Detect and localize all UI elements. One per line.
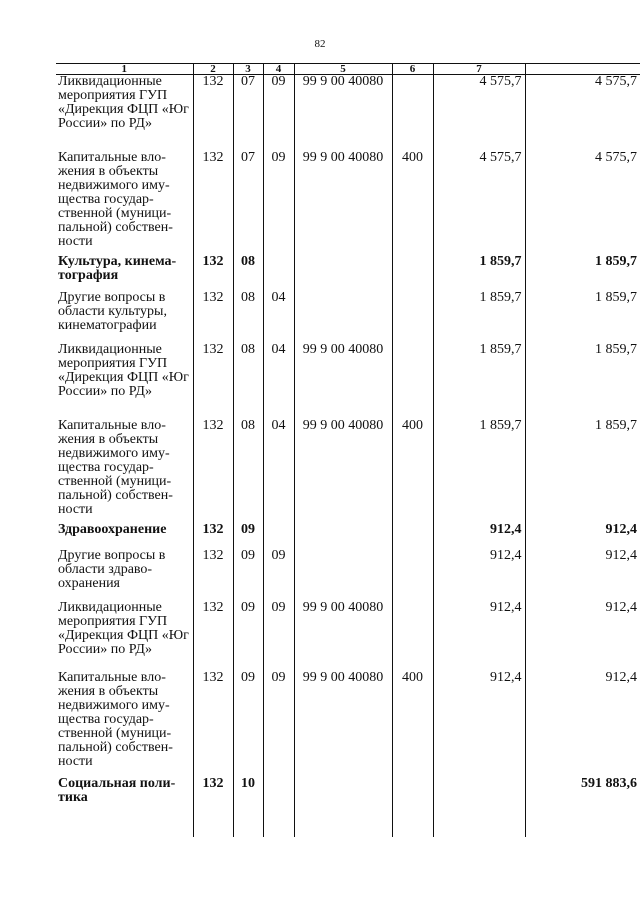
row-name: Ликвидационные мероприятия ГУП «Дирекция ФЦП «Юг России» по РД» bbox=[58, 341, 189, 399]
table-row bbox=[56, 549, 640, 601]
row-col-5: 99 9 00 40080 bbox=[294, 601, 392, 671]
row-col-5: 99 9 00 40080 bbox=[294, 75, 392, 151]
header-col-3: 3 bbox=[233, 64, 263, 75]
row-col-5: 99 9 00 40080 bbox=[294, 151, 392, 255]
row-name: Культура, кинема-тография bbox=[58, 253, 177, 283]
row-col-8: 912,4 bbox=[525, 601, 640, 671]
row-col-3: 09 bbox=[233, 523, 263, 549]
row-col-4 bbox=[263, 523, 294, 549]
header-col-6: 6 bbox=[392, 64, 433, 75]
table-row bbox=[56, 601, 640, 671]
row-col-3: 09 bbox=[233, 601, 263, 671]
row-col-7: 912,4 bbox=[433, 601, 525, 671]
row-col-5: 99 9 00 40080 bbox=[294, 343, 392, 419]
row-col-3: 08 bbox=[233, 291, 263, 343]
row-col-8: 1 859,7 bbox=[525, 291, 640, 343]
row-col-8: 4 575,7 bbox=[525, 151, 640, 255]
row-col-5 bbox=[294, 777, 392, 837]
row-col-6: 400 bbox=[392, 671, 433, 777]
row-col-8: 591 883,6 bbox=[525, 777, 640, 837]
row-col-8: 1 859,7 bbox=[525, 419, 640, 523]
row-col-4: 04 bbox=[263, 419, 294, 523]
row-col-7: 1 859,7 bbox=[433, 343, 525, 419]
row-col-8: 912,4 bbox=[525, 523, 640, 549]
row-col-4 bbox=[263, 777, 294, 837]
row-col-4: 09 bbox=[263, 671, 294, 777]
row-col-2: 132 bbox=[193, 291, 233, 343]
row-col-7: 1 859,7 bbox=[433, 255, 525, 291]
row-col-6 bbox=[392, 291, 433, 343]
row-name: Социальная поли-тика bbox=[58, 775, 176, 805]
row-col-4: 09 bbox=[263, 549, 294, 601]
row-col-2: 132 bbox=[193, 151, 233, 255]
row-col-6 bbox=[392, 549, 433, 601]
row-col-2: 132 bbox=[193, 343, 233, 419]
row-col-6 bbox=[392, 75, 433, 151]
row-col-5 bbox=[294, 549, 392, 601]
row-col-6 bbox=[392, 601, 433, 671]
row-col-8: 912,4 bbox=[525, 671, 640, 777]
row-col-3: 10 bbox=[233, 777, 263, 837]
row-name: Капитальные вло-жения в объекты недвижимого иму-щества государ-ственной (муници-пальной) собствен-ности bbox=[58, 417, 173, 517]
row-name: Капитальные вло-жения в объекты недвижимого иму-щества государ-ственной (муници-пальной) собствен-ности bbox=[58, 149, 173, 249]
row-col-8: 4 575,7 bbox=[525, 75, 640, 151]
row-col-2: 132 bbox=[193, 601, 233, 671]
row-col-3: 08 bbox=[233, 419, 263, 523]
table-row bbox=[56, 343, 640, 419]
row-col-5 bbox=[294, 523, 392, 549]
row-col-2: 132 bbox=[193, 75, 233, 151]
row-col-5 bbox=[294, 291, 392, 343]
table-row bbox=[56, 151, 640, 255]
row-col-4: 04 bbox=[263, 291, 294, 343]
row-col-2: 132 bbox=[193, 255, 233, 291]
table-row bbox=[56, 419, 640, 523]
header-col-8 bbox=[525, 64, 640, 75]
row-col-2: 132 bbox=[193, 777, 233, 837]
row-col-6 bbox=[392, 343, 433, 419]
row-name: Ликвидационные мероприятия ГУП «Дирекция ФЦП «Юг России» по РД» bbox=[58, 74, 189, 131]
table-row bbox=[56, 777, 640, 837]
row-name: Здравоохранение bbox=[58, 521, 167, 537]
row-col-7: 1 859,7 bbox=[433, 291, 525, 343]
header-col-7: 7 bbox=[433, 64, 525, 75]
row-col-3: 09 bbox=[233, 549, 263, 601]
row-col-4: 09 bbox=[263, 601, 294, 671]
row-col-8: 1 859,7 bbox=[525, 255, 640, 291]
row-col-7: 912,4 bbox=[433, 523, 525, 549]
row-col-6: 400 bbox=[392, 419, 433, 523]
table-row bbox=[56, 523, 640, 549]
row-col-3: 09 bbox=[233, 671, 263, 777]
row-col-8: 1 859,7 bbox=[525, 343, 640, 419]
budget-table bbox=[56, 63, 640, 837]
header-col-2: 2 bbox=[193, 64, 233, 75]
row-name: Другие вопросы в области культуры, кинематографии bbox=[58, 289, 167, 333]
row-col-4: 09 bbox=[263, 151, 294, 255]
table-row bbox=[56, 75, 640, 151]
row-col-7: 4 575,7 bbox=[433, 151, 525, 255]
row-col-2: 132 bbox=[193, 523, 233, 549]
row-col-5 bbox=[294, 255, 392, 291]
page-number: 82 bbox=[314, 38, 326, 50]
row-col-4 bbox=[263, 255, 294, 291]
header-row bbox=[56, 64, 640, 75]
row-col-3: 08 bbox=[233, 255, 263, 291]
table-row bbox=[56, 255, 640, 291]
row-col-4: 04 bbox=[263, 343, 294, 419]
row-col-6 bbox=[392, 523, 433, 549]
row-col-6 bbox=[392, 777, 433, 837]
row-col-3: 07 bbox=[233, 151, 263, 255]
row-col-4: 09 bbox=[263, 75, 294, 151]
table-row bbox=[56, 291, 640, 343]
row-col-2: 132 bbox=[193, 419, 233, 523]
row-col-5: 99 9 00 40080 bbox=[294, 419, 392, 523]
row-col-7 bbox=[433, 777, 525, 837]
row-col-7: 912,4 bbox=[433, 671, 525, 777]
row-name: Капитальные вло-жения в объекты недвижимого иму-щества государ-ственной (муници-пальной) собствен-ности bbox=[58, 669, 173, 769]
row-col-6: 400 bbox=[392, 151, 433, 255]
header-col-1: 1 bbox=[56, 64, 193, 75]
row-col-7: 1 859,7 bbox=[433, 419, 525, 523]
header-col-5: 5 bbox=[294, 64, 392, 75]
row-name: Другие вопросы в области здраво-охранения bbox=[58, 547, 166, 591]
row-col-5: 99 9 00 40080 bbox=[294, 671, 392, 777]
row-col-3: 07 bbox=[233, 75, 263, 151]
row-col-7: 4 575,7 bbox=[433, 75, 525, 151]
row-col-6 bbox=[392, 255, 433, 291]
row-col-7: 912,4 bbox=[433, 549, 525, 601]
header-col-4: 4 bbox=[263, 64, 294, 75]
row-col-2: 132 bbox=[193, 549, 233, 601]
table-body bbox=[56, 75, 640, 837]
row-col-2: 132 bbox=[193, 671, 233, 777]
row-col-8: 912,4 bbox=[525, 549, 640, 601]
table-row bbox=[56, 671, 640, 777]
row-name: Ликвидационные мероприятия ГУП «Дирекция ФЦП «Юг России» по РД» bbox=[58, 599, 189, 657]
row-col-3: 08 bbox=[233, 343, 263, 419]
